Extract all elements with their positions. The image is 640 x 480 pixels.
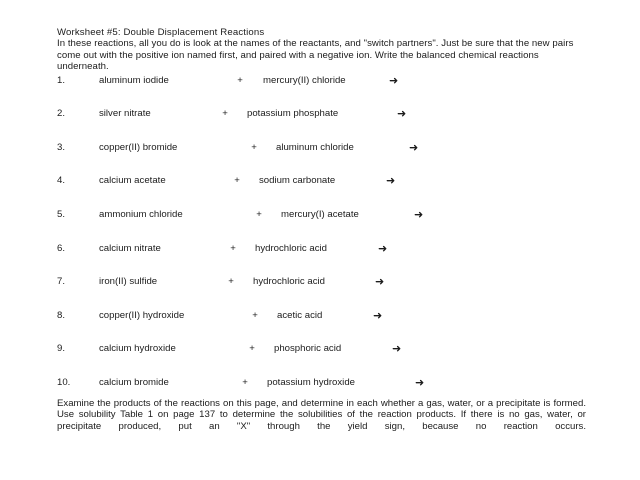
intro-paragraph: In these reactions, all you do is look at the names of the reactants, and "switch partners". Just be sure that the new pairs come out with the positive ion named first, and paired with a negative ion. Write the balanced chemical reactions underneath. bbox=[57, 38, 574, 73]
problem-number: 9. bbox=[57, 343, 66, 355]
reactant-b: acetic acid bbox=[277, 309, 323, 321]
reactant-a: calcium nitrate bbox=[99, 242, 161, 254]
problem-number: 6. bbox=[57, 242, 66, 254]
problem-row bbox=[57, 209, 587, 243]
reactant-b: potassium hydroxide bbox=[267, 376, 355, 388]
problem-number: 1. bbox=[57, 74, 66, 86]
problem-number: 5. bbox=[57, 209, 66, 220]
problem-row bbox=[57, 142, 587, 176]
yield-arrow-icon: ➜ bbox=[392, 342, 402, 356]
problem-number: 2. bbox=[57, 108, 66, 120]
yield-arrow-icon: ➜ bbox=[397, 107, 407, 121]
reactant-a: iron(II) sulfide bbox=[99, 276, 158, 288]
yield-arrow-icon: ➜ bbox=[415, 375, 425, 389]
reactant-a: aluminum iodide bbox=[99, 74, 169, 86]
reactant-b: aluminum chloride bbox=[276, 141, 354, 153]
reactant-a: copper(II) hydroxide bbox=[99, 309, 185, 321]
yield-arrow-icon: ➜ bbox=[373, 308, 383, 322]
plus-operator: + bbox=[252, 309, 258, 321]
plus-operator: + bbox=[251, 141, 257, 153]
plus-operator: + bbox=[222, 108, 228, 120]
plus-operator: + bbox=[234, 175, 240, 187]
yield-arrow-icon: ➜ bbox=[386, 174, 396, 188]
problem-number: 7. bbox=[57, 276, 66, 288]
yield-arrow-icon: ➜ bbox=[414, 208, 424, 221]
plus-operator: + bbox=[228, 276, 234, 288]
problem-row bbox=[57, 343, 587, 377]
reactant-b: potassium phosphate bbox=[247, 108, 339, 120]
problem-number: 10. bbox=[57, 376, 71, 388]
yield-arrow-icon: ➜ bbox=[378, 241, 388, 255]
problem-row bbox=[57, 276, 587, 310]
yield-arrow-icon: ➜ bbox=[375, 275, 385, 289]
problem-row bbox=[57, 310, 587, 344]
problem-row bbox=[57, 75, 587, 109]
reactant-b: phosphoric acid bbox=[274, 343, 342, 355]
reactant-b: mercury(I) acetate bbox=[281, 209, 359, 220]
problem-number: 3. bbox=[57, 141, 66, 153]
plus-operator: + bbox=[242, 376, 248, 388]
plus-operator: + bbox=[249, 343, 255, 355]
problem-row bbox=[57, 108, 587, 142]
plus-operator: + bbox=[230, 242, 236, 254]
problem-list bbox=[57, 75, 587, 411]
plus-operator: + bbox=[256, 209, 262, 220]
reactant-a: copper(II) bromide bbox=[99, 141, 178, 153]
plus-operator: + bbox=[237, 74, 243, 86]
problem-row bbox=[57, 175, 587, 209]
yield-arrow-icon: ➜ bbox=[389, 73, 399, 87]
closing-paragraph: Examine the products of the reactions on this page, and determine in each whether a gas, water, or a precipitate is formed. Use solubility Table 1 on page 137 to determine the solubilities of the reaction products. If there is no gas, water, or precipitate produced, put an "X" through the yield sign, because no reaction occurs. bbox=[57, 398, 586, 432]
problem-number: 8. bbox=[57, 309, 66, 321]
yield-arrow-icon: ➜ bbox=[409, 140, 419, 154]
reactant-b: sodium carbonate bbox=[259, 175, 336, 187]
page-title: Worksheet #5: Double Displacement Reactions bbox=[57, 27, 265, 38]
reactant-b: mercury(II) chloride bbox=[263, 74, 346, 86]
reactant-a: calcium hydroxide bbox=[99, 343, 176, 355]
reactant-a: calcium bromide bbox=[99, 376, 169, 388]
worksheet-body bbox=[57, 27, 587, 411]
reactant-b: hydrochloric acid bbox=[255, 242, 327, 254]
reactant-a: ammonium chloride bbox=[99, 209, 183, 220]
reactant-a: calcium acetate bbox=[99, 175, 166, 187]
problem-row bbox=[57, 243, 587, 277]
reactant-b: hydrochloric acid bbox=[253, 276, 325, 288]
problem-number: 4. bbox=[57, 175, 66, 187]
reactant-a: silver nitrate bbox=[99, 108, 151, 120]
